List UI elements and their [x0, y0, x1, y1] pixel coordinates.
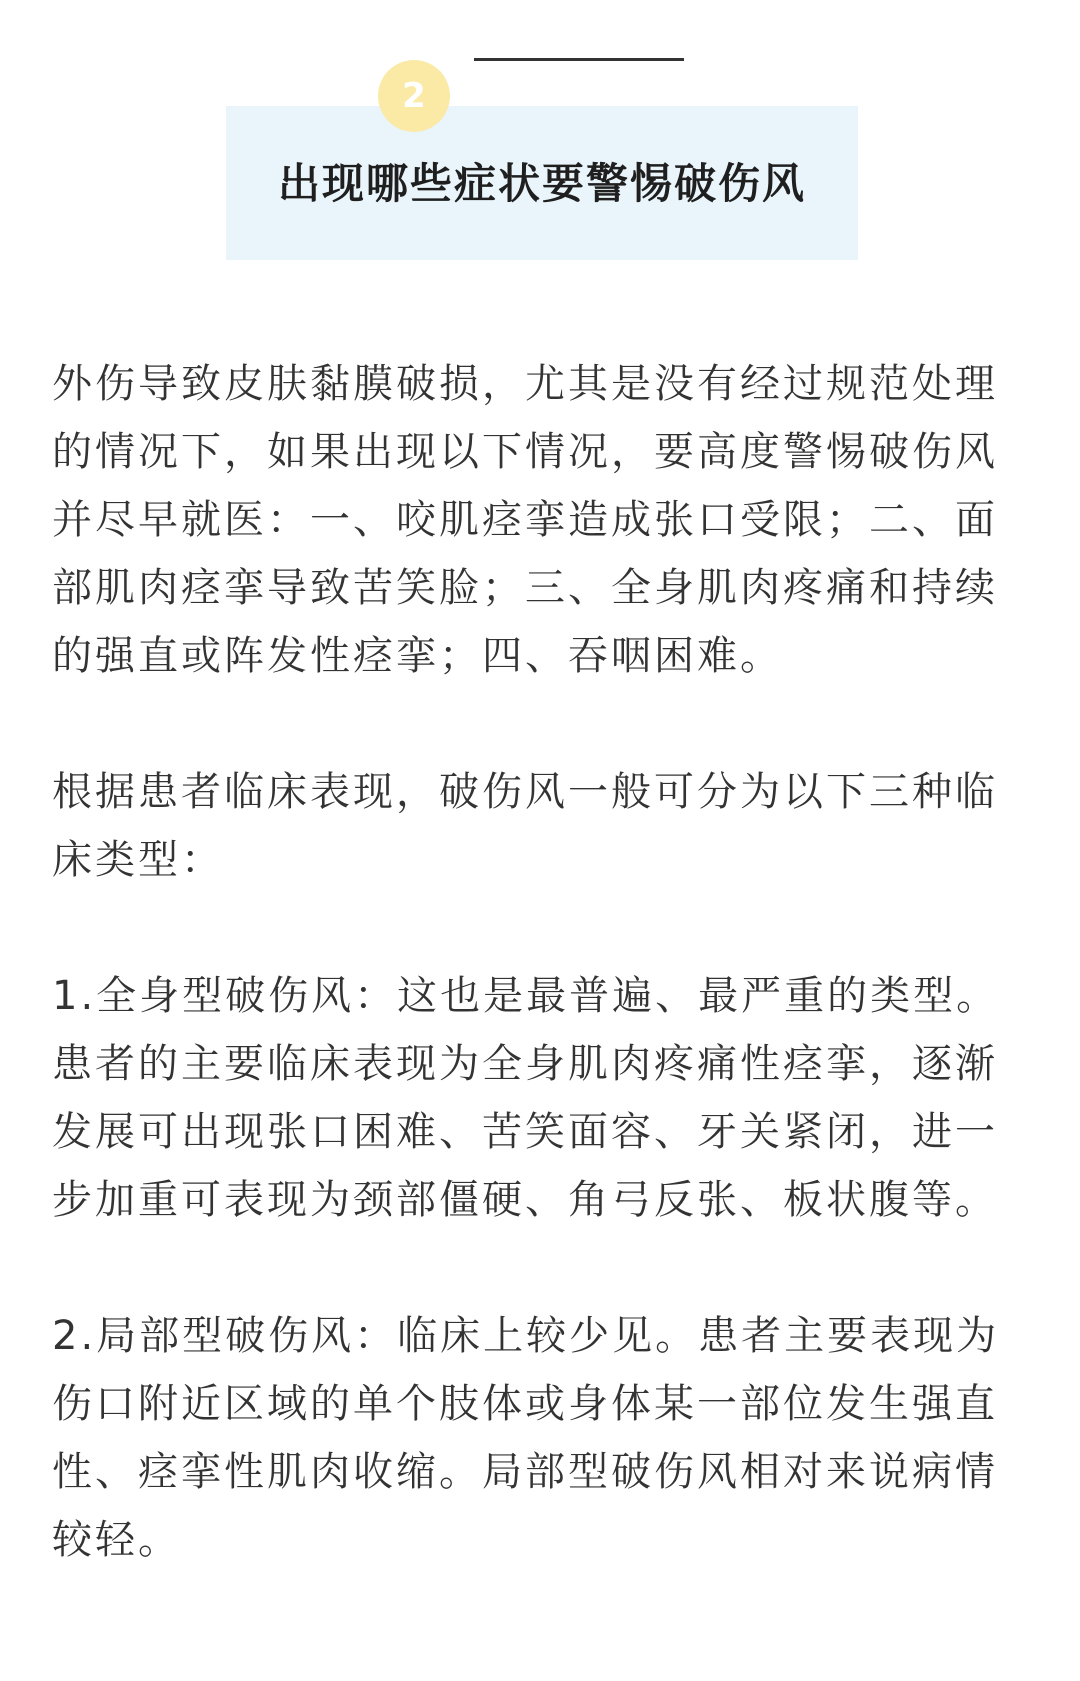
section-title: 出现哪些症状要警惕破伤风 [277, 159, 806, 208]
article-body [52, 350, 1036, 1574]
paragraph-types-intro: 根据患者临床表现，破伤风一般可分为以下三种临床类型： [52, 769, 998, 883]
paragraph-local-type: 2.局部型破伤风：临床上较少见。患者主要表现为伤口附近区域的单个肢体或身体某一部位发生强直性、痉挛性肌肉收缩。局部型破伤风相对来说病情较轻。 [52, 1313, 1000, 1563]
section-number-badge: 2 [378, 60, 450, 132]
top-divider-line [474, 58, 684, 61]
paragraph-generalized-type: 1.全身型破伤风：这也是最普遍、最严重的类型。患者的主要临床表现为全身肌肉疼痛性痉挛，逐渐发展可出现张口困难、苦笑面容、牙关紧闭，进一步加重可表现为颈部僵硬、角弓反张、板状腹等。 [52, 973, 1000, 1223]
paragraph-symptoms: 外伤导致皮肤黏膜破损，尤其是没有经过规范处理的情况下，如果出现以下情况，要高度警惕破伤风并尽早就医：一、咬肌痉挛造成张口受限；二、面部肌肉痉挛导致苦笑脸；三、全身肌肉疼痛和持续的强直或阵发性痉挛；四、吞咽困难。 [52, 361, 998, 679]
